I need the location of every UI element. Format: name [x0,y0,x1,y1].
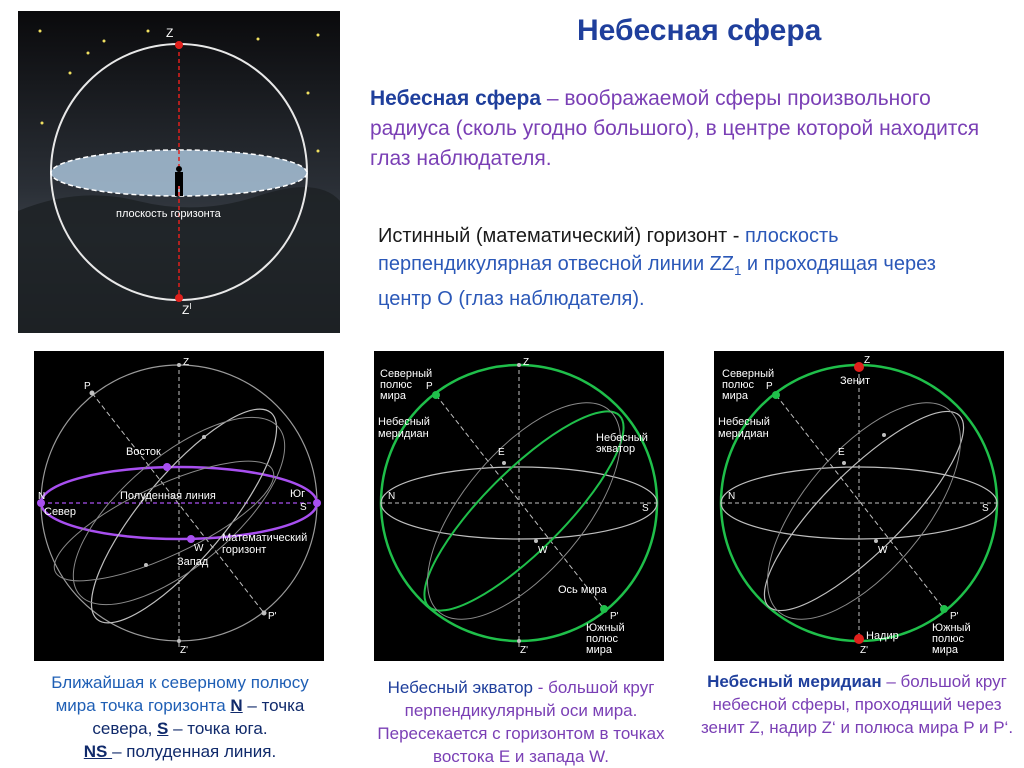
caption-celestial-equator [356,676,686,768]
fig2-e-label: E [498,447,505,458]
caption-horizon-points [18,671,342,763]
fig1-n-label: N [38,491,46,502]
horizon-plane-label: плоскость горизонта [116,208,221,220]
fig3-e-label: E [838,447,845,458]
caption1-line2: мира точка горизонта N – точка [55,696,305,715]
fig2-north-pole-1: Северный [380,368,433,380]
caption-celestial-meridian [692,670,1022,739]
fig2-south-pole-1: Южный [586,622,625,634]
fig2-south-pole-3: мира [586,644,612,656]
fig3-south-pole-3: мира [932,644,958,656]
caption1-s: S [157,719,169,738]
horizon-definition [378,222,988,313]
celestial-equator-svg [374,351,664,661]
nadir-point [175,294,183,302]
fig1-north-label: Север [44,506,77,518]
fig1-east-label: Восток [126,446,161,458]
fig3-w-label: W [878,545,888,556]
definition-term: Небесная сфера [370,87,542,110]
fig3-p1-label: P' [950,611,959,622]
fig2-s-label: S [642,503,649,514]
fig2-z1-label: Z' [520,645,529,656]
caption2-text: - большой круг перпендикулярный оси мира. Пересекается с горизонтом в точках востока Е и запада W. [377,678,665,766]
fig1-noon-label: Полуденная линия [120,490,216,502]
caption3-text: – большой круг небесной сферы, проходящий через зенит Z, надир Z‘ и полюса мира P и P‘. [700,672,1014,737]
caption1-line3: севера, S – точка юга. [92,719,268,738]
fig3-z-label: Z [864,355,871,366]
fig2-meridian-2: меридиан [378,428,429,440]
definition-text: – воображаемой сферы произвольного радиуса (сколь угодно большого), в центре которой находится глаз наблюдателя. [370,87,980,170]
fig2-equator-2: экватор [596,443,636,455]
fig3-south-pole-1: Южный [932,622,971,634]
caption1-line1: Ближайшая к северному полюсу [51,673,309,692]
fig3-meridian-1: Небесный [718,416,770,428]
horizon-text-end: и проходящая через центр О (глаз наблюдателя). [378,253,936,310]
fig2-z-label: Z [523,357,530,368]
fig1-p-label: P [84,381,91,392]
fig2-p-label: P [426,381,433,392]
world-axis [436,395,604,609]
fig1-south-label: Юг [290,488,306,500]
fig2-w-label: W [538,545,548,556]
caption1-line4: NS – полуденная линия. [83,742,277,761]
fig3-s-label: S [982,503,989,514]
fig2-axis-label: Ось мира [558,584,607,596]
zenith-point [175,41,183,49]
fig2-south-pole-2: полюс [586,633,619,645]
horizon-text: плоскость перпендикулярная отвесной линии ZZ [378,225,839,275]
fig3-z1-label: Z' [860,645,869,656]
celestial-meridian-svg [714,351,1004,661]
fig3-p-label: P [766,381,773,392]
fig3-zenith-point [854,362,864,372]
fig2-n-label: N [388,491,396,502]
fig1-math-horizon-1: Математический [222,532,308,544]
fig3-n-label: N [728,491,736,502]
caption2-term: Небесный экватор [387,678,533,697]
fig2-north-pole-3: мира [380,390,406,402]
celestial-meridian-figure [714,351,1004,661]
caption3-term: Небесный меридиан [707,672,882,691]
fig3-zenith-label: Зенит [840,375,871,387]
fig3-nadir-point [854,634,864,644]
fig3-north-pole-3: мира [722,390,748,402]
fig1-p1-label: P' [268,611,277,622]
celestial-sphere-svg [18,11,340,333]
horizon-term: Истинный (математический) горизонт - [378,225,745,247]
fig3-south-pole-2: полюс [932,633,965,645]
fig2-p1-label: P' [610,611,619,622]
caption1-ns: NS [83,742,113,761]
fig1-z-label: Z [183,357,190,368]
fig1-s-label: S [300,502,307,513]
horizon-points-figure [34,351,324,661]
fig3-meridian-2: меридиан [718,428,769,440]
zenith-label: Z [166,26,174,40]
fig1-z1-label: Z' [180,645,189,656]
fig1-w-label: W [194,543,204,554]
horizon-points-svg [34,351,324,661]
fig2-north-pole-2: полюс [380,379,413,391]
fig1-math-horizon-2: горизонт [222,544,267,556]
fig3-nadir-label: Надир [866,630,899,642]
fig3-north-pole-2: полюс [722,379,755,391]
celestial-equator-figure [374,351,664,661]
horizon-subscript: 1 [734,263,742,278]
fig3-north-pole-1: Северный [722,368,775,380]
equator-circle [400,387,647,634]
celestial-sphere-figure [18,11,340,333]
celestial-sphere-definition [370,84,990,174]
caption1-n: N [230,696,243,715]
nadir-label: $Z^I$ [182,302,192,317]
fig1-west-label: Запад [177,556,209,568]
page-title: Небесная сфера [577,14,822,47]
fig2-equator-1: Небесный [596,432,648,444]
fig2-meridian-1: Небесный [378,416,430,428]
